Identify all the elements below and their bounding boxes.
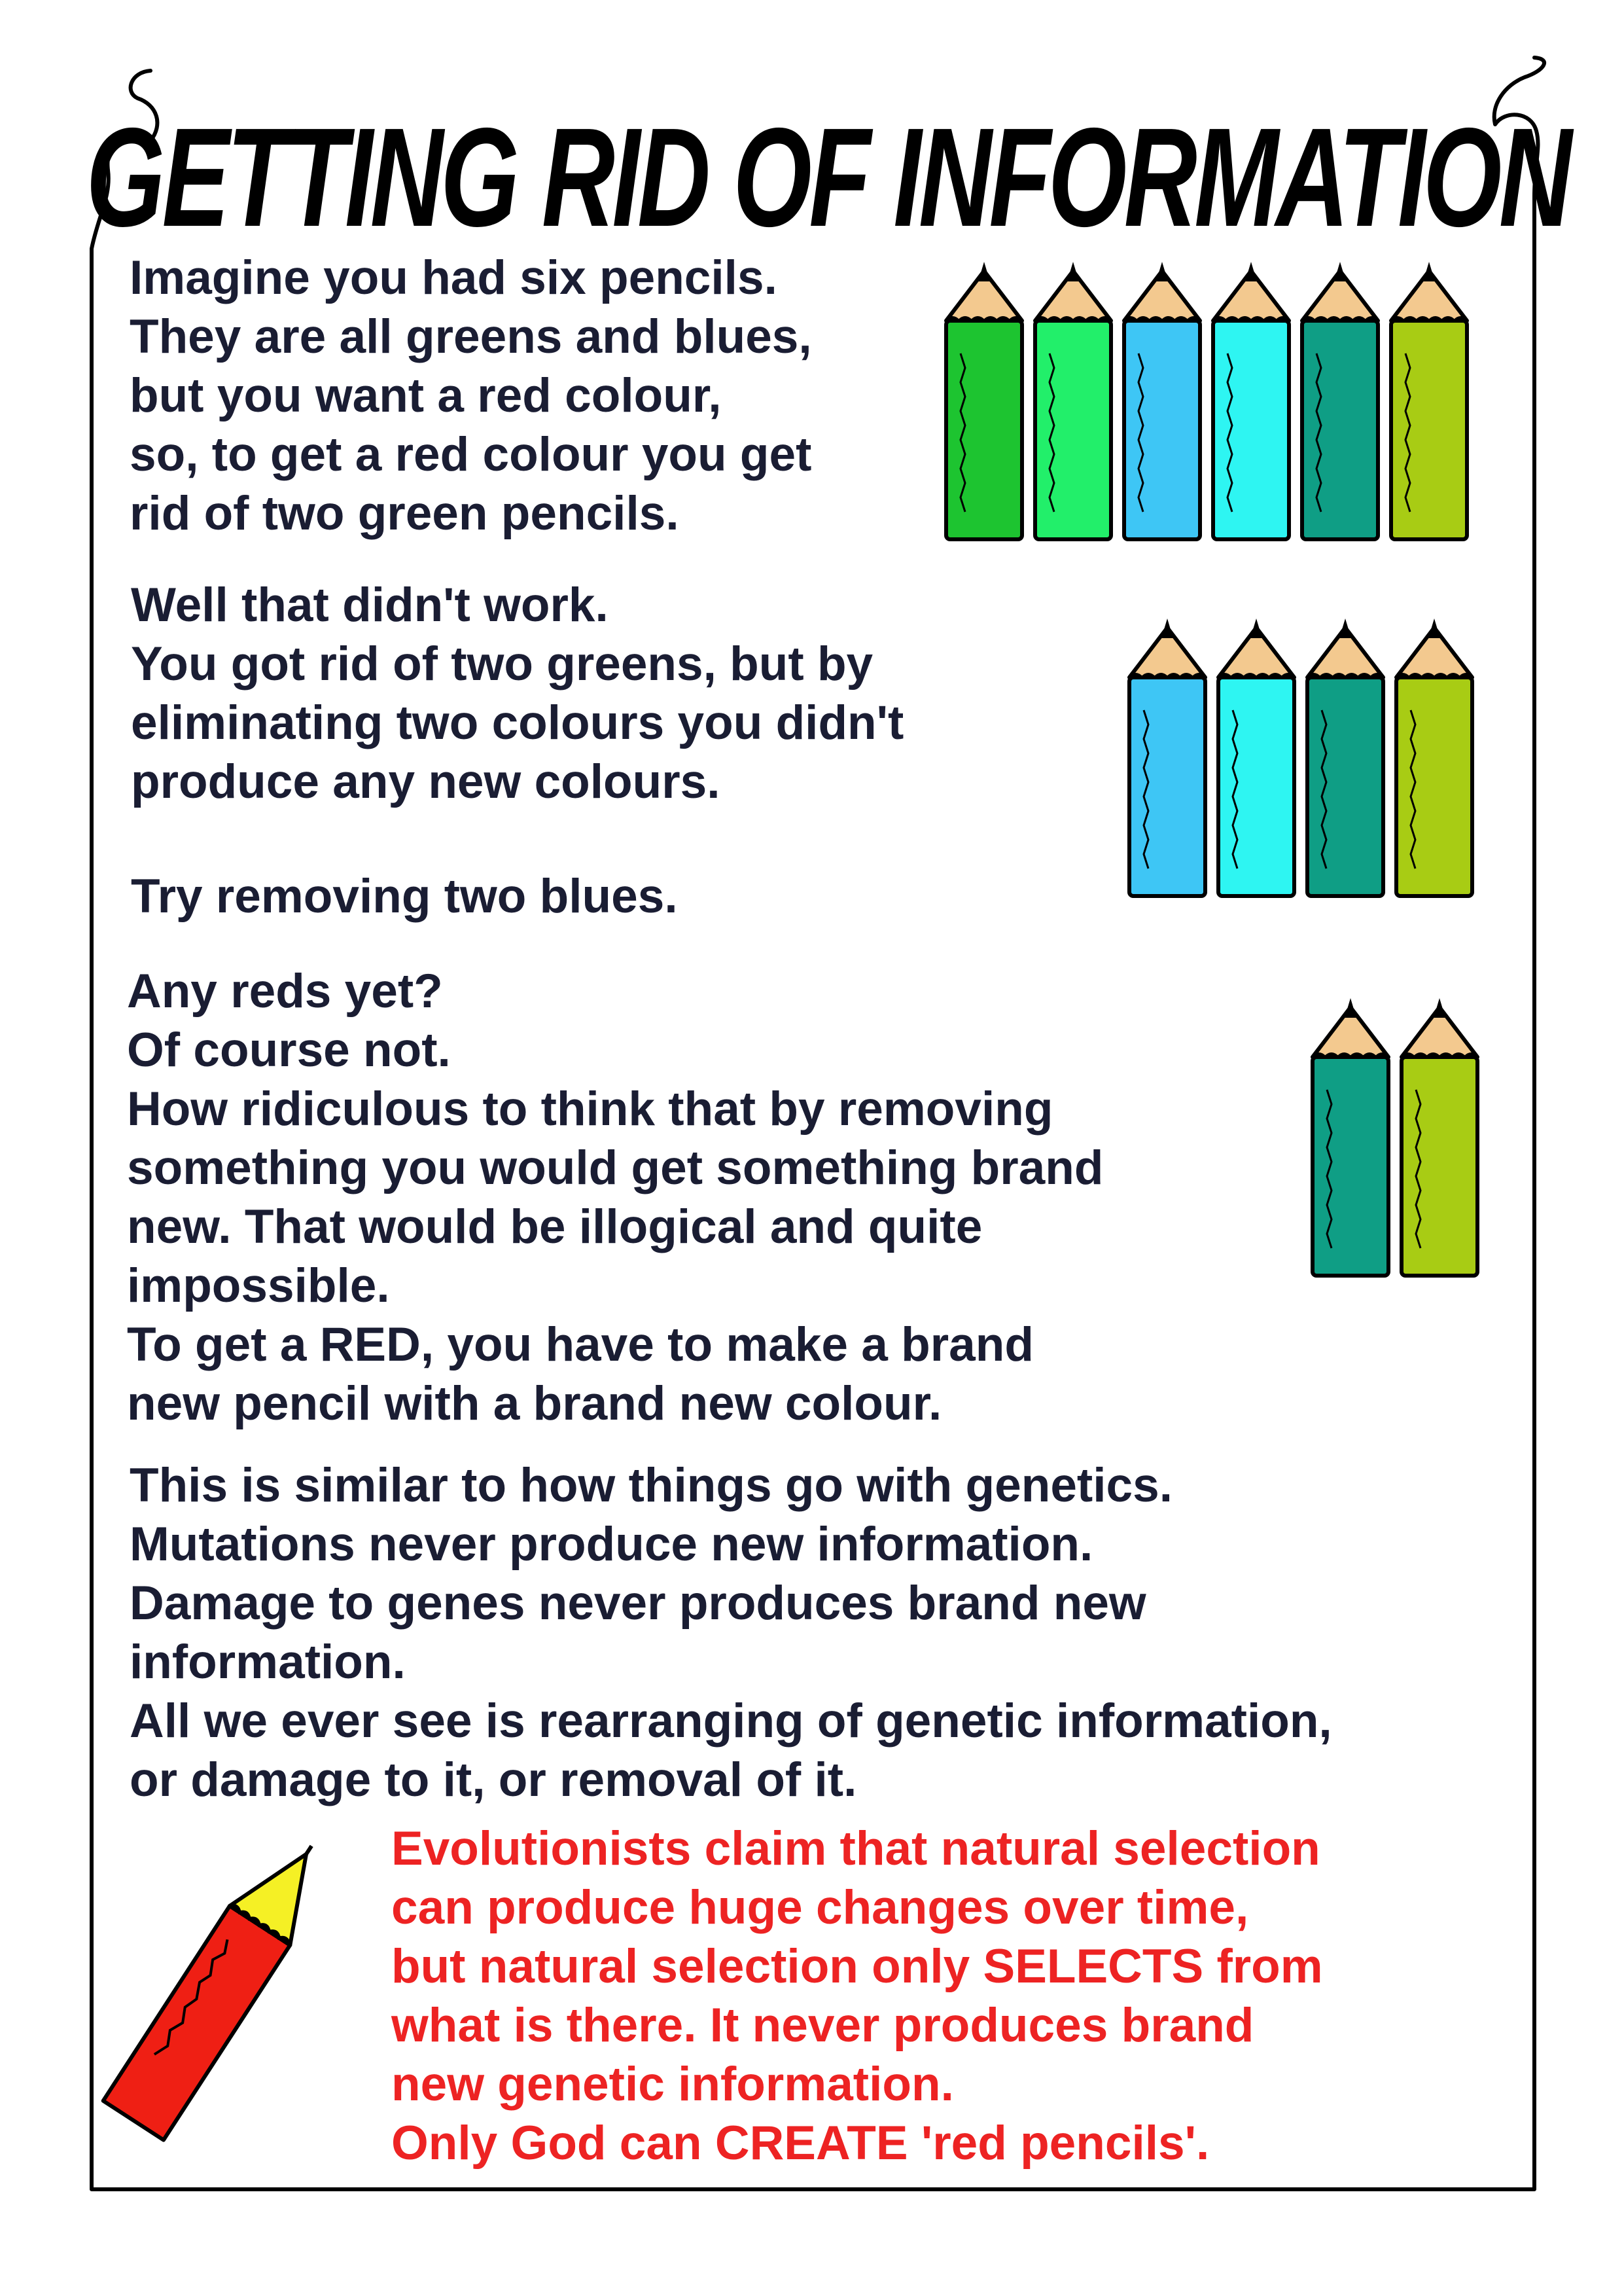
- pencil-green: [946, 262, 1022, 539]
- text-line: impossible.: [127, 1259, 390, 1312]
- text-line: Mutations never produce new information.: [130, 1518, 1093, 1571]
- genetics-paragraph: [130, 1456, 1332, 1810]
- text-line: information.: [130, 1636, 406, 1689]
- text-line: or damage to it, or removal of it.: [130, 1753, 857, 1806]
- text-line: Try removing two blues.: [131, 870, 678, 923]
- text-line: Only God can CREATE 'red pencils'.: [391, 2117, 1210, 2170]
- text-line: new pencil with a brand new colour.: [127, 1377, 942, 1430]
- text-line: Imagine you had six pencils.: [130, 251, 777, 304]
- pencil-cyan: [1213, 262, 1289, 539]
- pencil-teal: [1307, 619, 1383, 896]
- pencil-cyan: [1218, 619, 1294, 896]
- pencil-blue: [1129, 619, 1205, 896]
- text-line: To get a RED, you have to make a brand: [127, 1318, 1034, 1371]
- text-line: All we ever see is rearranging of genetic information,: [130, 1695, 1332, 1748]
- text-line: This is similar to how things go with genetics.: [130, 1459, 1173, 1512]
- intro-paragraph: [130, 249, 812, 543]
- text-line: but natural selection only SELECTS from: [391, 1940, 1323, 1993]
- six-pencils-illustration: [942, 255, 1479, 543]
- two-pencils-illustration: [1309, 992, 1492, 1280]
- text-line: Evolutionists claim that natural selection: [391, 1822, 1320, 1875]
- text-line: what is there. It never produces brand: [391, 1999, 1254, 2052]
- text-line: Well that didn't work.: [131, 579, 609, 632]
- text-line: but you want a red colour,: [130, 369, 722, 422]
- pencil-teal: [1313, 998, 1388, 1276]
- text-line: Of course not.: [127, 1024, 451, 1077]
- pencil-teal: [1302, 262, 1378, 539]
- natural-selection-paragraph: [391, 1820, 1323, 2173]
- text-line: How ridiculous to think that by removing: [127, 1083, 1053, 1136]
- any-reds-paragraph: [127, 962, 1103, 1433]
- pencil-blue: [1124, 262, 1200, 539]
- text-line: can produce huge changes over time,: [391, 1881, 1249, 1934]
- text-line: so, to get a red colour you get: [130, 428, 812, 481]
- text-line: new genetic information.: [391, 2058, 954, 2111]
- red-pencil-icon: [98, 1820, 347, 2147]
- text-line: produce any new colours.: [131, 755, 720, 808]
- text-line: They are all greens and blues,: [130, 310, 812, 363]
- text-line: You got rid of two greens, but by: [131, 637, 874, 691]
- text-line: new. That would be illogical and quite: [127, 1200, 983, 1253]
- text-line: eliminating two colours you didn't: [131, 696, 904, 749]
- text-line: Any reds yet?: [127, 965, 443, 1018]
- pencil-olive: [1396, 619, 1472, 896]
- pencil-olive: [1391, 262, 1467, 539]
- text-line: something you would get something brand: [127, 1141, 1104, 1194]
- four-pencils-illustration: [1125, 612, 1479, 900]
- remove-blues-paragraph: [131, 867, 678, 926]
- removed-greens-paragraph: [131, 576, 904, 812]
- page-title: GETTING RID OF INFORMATION: [86, 98, 1570, 256]
- text-line: Damage to genes never produces brand new: [130, 1577, 1146, 1630]
- text-line: rid of two green pencils.: [130, 487, 679, 540]
- pencil-olive: [1402, 998, 1477, 1276]
- pencil-light-green: [1035, 262, 1111, 539]
